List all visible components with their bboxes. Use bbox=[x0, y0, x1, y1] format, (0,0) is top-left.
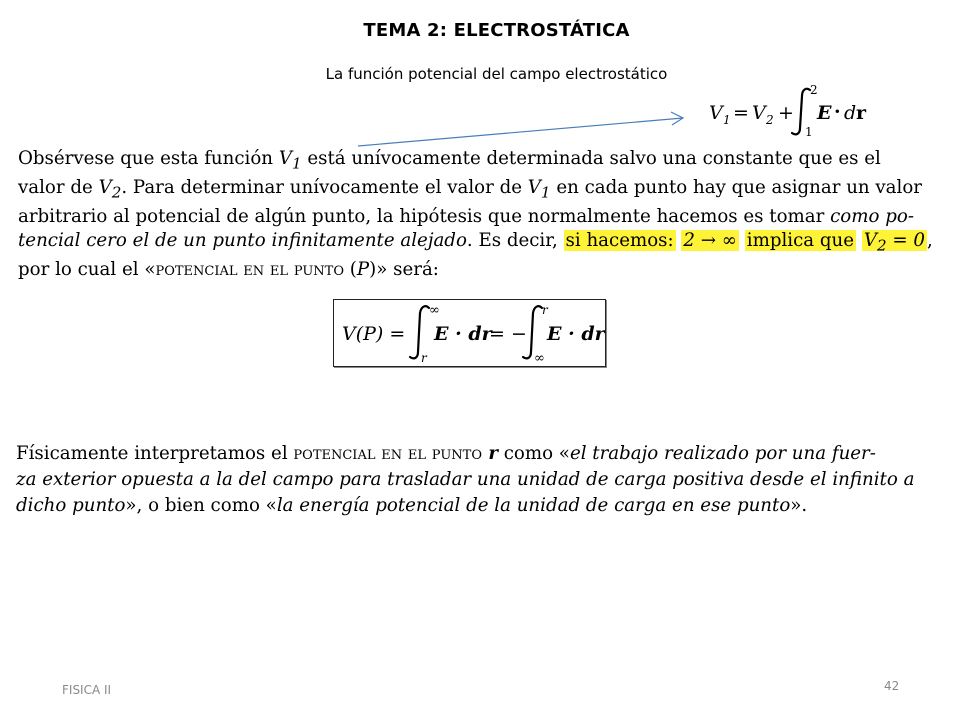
formula-top-d: d bbox=[844, 102, 857, 124]
slide-title: TEMA 2: ELECTROSTÁTICA bbox=[363, 20, 630, 41]
box-integrand-2: E · dr bbox=[547, 323, 605, 345]
highlight-si-hacemos: si hacemos: bbox=[565, 229, 674, 251]
box-upper-1: ∞ bbox=[429, 303, 440, 318]
paragraph-1-line-4: tencial cero el de un punto infinitamente alejado. Es decir, si hacemos: 2 → ∞ implica que $V_2 = 0$ , bbox=[18, 229, 933, 255]
formula-top-e: E bbox=[817, 102, 832, 124]
box-integrand-1: E · dr bbox=[434, 323, 492, 345]
paragraph-2-line-2: za exterior opuesta a la del campo para trasladar una unidad de carga positiva desde el infinito a bbox=[16, 469, 915, 490]
formula-top-plus: + bbox=[778, 102, 794, 124]
highlight-2-to-inf: 2 → ∞ bbox=[683, 229, 737, 251]
paragraph-1-line-5: por lo cual el «potencial en el punto (P)» será: bbox=[18, 258, 439, 280]
paragraph-1-line-3: arbitrario al potencial de algún punto, la hipótesis que normalmente hacemos es tomar como po- bbox=[18, 206, 914, 228]
formula-top-v1: V bbox=[709, 102, 723, 124]
box-mid: = − bbox=[489, 323, 527, 345]
box-upper-2: r bbox=[542, 303, 548, 317]
formula-top-r: r bbox=[856, 102, 867, 124]
formula-top-v1-sub: 1 bbox=[723, 113, 731, 127]
paragraph-2-line-1: Físicamente interpretamos el potencial en el punto r como «el trabajo realizado por una fuer- bbox=[16, 443, 876, 464]
paragraph-2 bbox=[16, 441, 920, 519]
footer-course-label: FISICA II bbox=[62, 683, 112, 697]
slide-subtitle: La función potencial del campo electrostático bbox=[325, 65, 668, 83]
box-lower-2: ∞ bbox=[534, 351, 545, 366]
box-lhs: V(P) = bbox=[342, 323, 406, 345]
paragraph-1-line-2: valor de $V_2$. Para determinar unívocamente el valor de $V_1$ en cada punto hay que asignar un valor bbox=[18, 177, 922, 202]
formula-top-eq: = bbox=[733, 102, 749, 124]
paragraph-1 bbox=[18, 147, 933, 281]
formula-top-v2-sub: 2 bbox=[766, 113, 774, 127]
page-number: 42 bbox=[884, 679, 900, 693]
box-lower-1: r bbox=[421, 351, 427, 365]
formula-top-lower: 1 bbox=[805, 125, 813, 139]
formula-top-dot: · bbox=[834, 101, 841, 123]
formula-top bbox=[706, 84, 876, 140]
paragraph-1-line-1: Obsérvese que esta función $V_1$ está unívocamente determinada salvo una constante que es el bbox=[18, 148, 881, 173]
potential-formula-box bbox=[333, 299, 606, 367]
formula-top-upper: 2 bbox=[810, 84, 818, 97]
highlight-v2-zero: $V_2 = 0$ bbox=[863, 229, 925, 255]
highlight-implica-que: implica que bbox=[746, 229, 855, 251]
paragraph-2-line-3: dicho punto», o bien como «la energía potencial de la unidad de carga en ese punto». bbox=[16, 495, 808, 516]
formula-top-v2: V bbox=[752, 102, 766, 124]
potential-formula bbox=[334, 300, 605, 366]
